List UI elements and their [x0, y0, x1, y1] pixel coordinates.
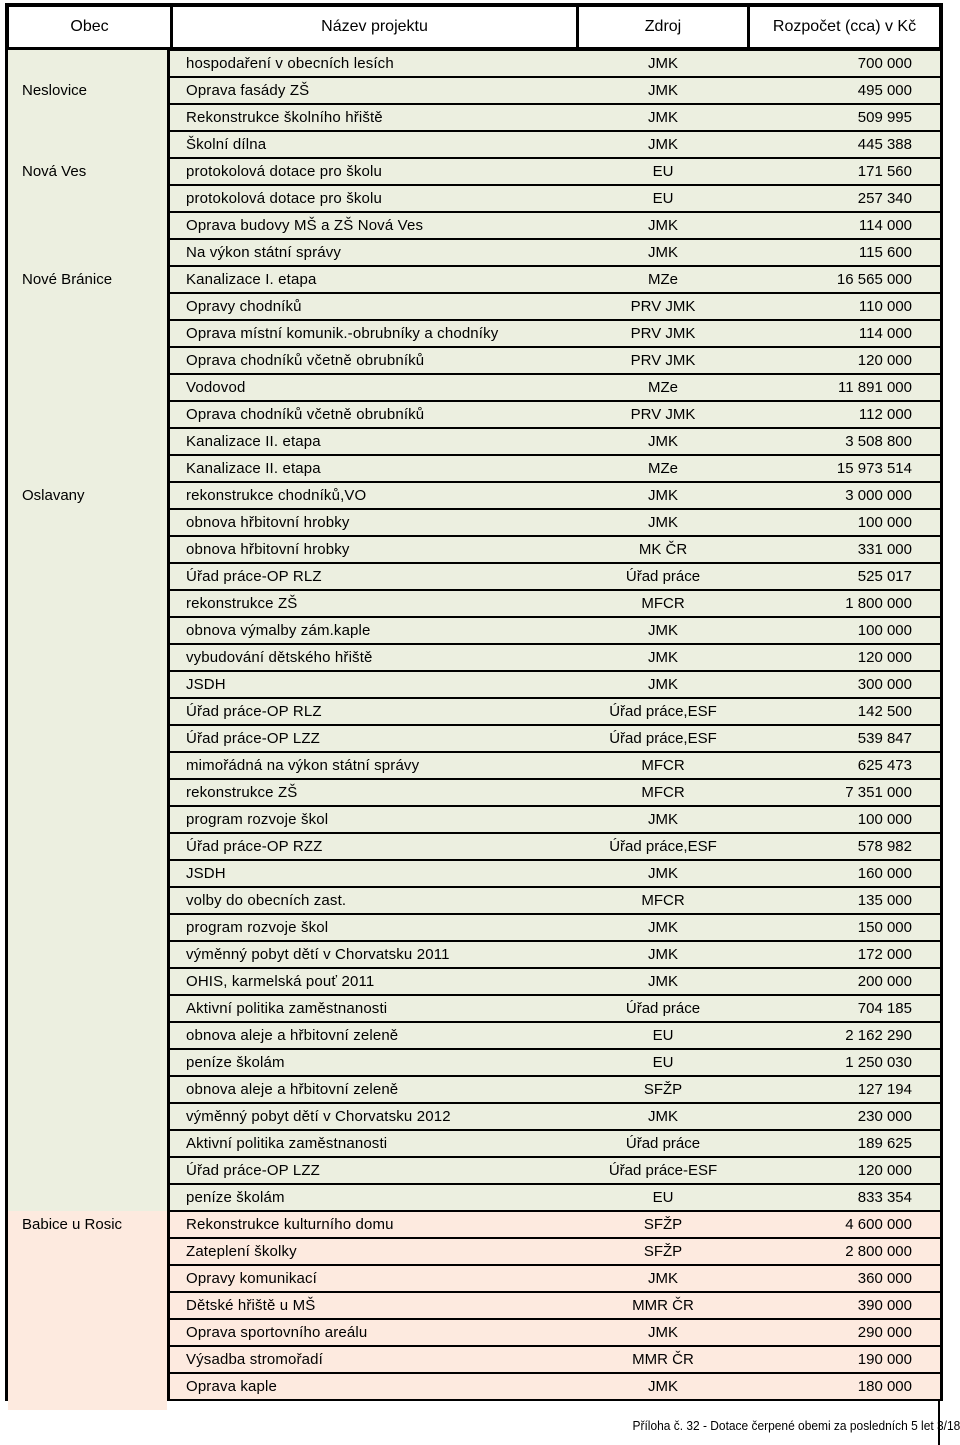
table-row: [8, 293, 940, 320]
source-cell: JMK: [578, 78, 748, 103]
budget-cell: 150 000: [748, 915, 940, 940]
table-row: [8, 563, 940, 590]
obec-cell: [8, 590, 167, 617]
project-name-cell: obnova aleje a hřbitovní zeleně: [170, 1077, 578, 1102]
obec-cell: [8, 1346, 167, 1373]
source-cell: Úřad práce: [578, 1131, 748, 1156]
obec-cell: Nová Ves: [22, 163, 87, 180]
source-cell: JMK: [578, 1266, 748, 1291]
separator-obec: [167, 50, 170, 1401]
obec-cell: [8, 1238, 167, 1265]
obec-cell: [8, 914, 167, 941]
source-cell: JMK: [578, 510, 748, 535]
table-row: [8, 1130, 940, 1157]
budget-cell: 3 508 800: [748, 429, 940, 454]
budget-cell: 172 000: [748, 942, 940, 967]
project-name-cell: program rozvoje škol: [170, 807, 578, 832]
source-cell: SFŽP: [578, 1212, 748, 1237]
budget-cell: 100 000: [748, 807, 940, 832]
source-cell: JMK: [578, 1104, 748, 1129]
obec-cell: [8, 1049, 167, 1076]
project-name-cell: obnova výmalby zám.kaple: [170, 618, 578, 643]
table-row: [8, 1103, 940, 1130]
table-row: [8, 833, 940, 860]
table-row: [8, 590, 940, 617]
project-name-cell: výměnný pobyt dětí v Chorvatsku 2012: [170, 1104, 578, 1129]
budget-cell: 495 000: [748, 78, 940, 103]
source-cell: JMK: [578, 645, 748, 670]
table-row: [8, 266, 940, 293]
source-cell: MZe: [578, 456, 748, 481]
footer-text: Příloha č. 32 - Dotace čerpené obemi za posledních 5 let 3/18: [632, 1418, 960, 1433]
budget-cell: 189 625: [748, 1131, 940, 1156]
obec-cell: [8, 1130, 167, 1157]
budget-cell: 257 340: [748, 186, 940, 211]
source-cell: SFŽP: [578, 1077, 748, 1102]
table-body: [8, 50, 940, 1401]
budget-cell: 290 000: [748, 1320, 940, 1345]
obec-cell: [8, 1373, 167, 1400]
obec-cell: [8, 239, 167, 266]
source-cell: MMR ČR: [578, 1347, 748, 1372]
budget-cell: 120 000: [748, 348, 940, 373]
obec-cell: [8, 752, 167, 779]
project-name-cell: hospodaření v obecních lesích: [170, 51, 578, 76]
table-row: [8, 50, 940, 77]
obec-cell: [8, 374, 167, 401]
budget-cell: 171 560: [748, 159, 940, 184]
source-cell: MFCR: [578, 591, 748, 616]
project-name-cell: Školní dílna: [170, 132, 578, 157]
obec-cell: [8, 671, 167, 698]
project-name-cell: Aktivní politika zaměstnanosti: [170, 1131, 578, 1156]
project-name-cell: program rozvoje škol: [170, 915, 578, 940]
obec-cell: [8, 293, 167, 320]
table-row: [8, 968, 940, 995]
project-name-cell: Úřad práce-OP RZZ: [170, 834, 578, 859]
table-row: [8, 995, 940, 1022]
obec-cell: [8, 779, 167, 806]
source-cell: JMK: [578, 483, 748, 508]
obec-cell: [8, 104, 167, 131]
source-cell: JMK: [578, 969, 748, 994]
budget-cell: 114 000: [748, 321, 940, 346]
obec-cell: Babice u Rosic: [22, 1216, 123, 1233]
obec-cell: [8, 860, 167, 887]
obec-cell: [8, 212, 167, 239]
table-row: [8, 77, 940, 104]
page-footer: [560, 1418, 960, 1433]
source-cell: JMK: [578, 861, 748, 886]
table-row: [8, 1292, 940, 1319]
budget-cell: 11 891 000: [748, 375, 940, 400]
project-name-cell: peníze školám: [170, 1050, 578, 1075]
budget-cell: 100 000: [748, 510, 940, 535]
budget-cell: 160 000: [748, 861, 940, 886]
table-row: [8, 644, 940, 671]
project-name-cell: Výsadba stromořadí: [170, 1347, 578, 1372]
budget-cell: 200 000: [748, 969, 940, 994]
source-cell: PRV JMK: [578, 321, 748, 346]
obec-cell: [8, 509, 167, 536]
project-name-cell: Oprava budovy MŠ a ZŠ Nová Ves: [170, 213, 578, 238]
table-row: [8, 1211, 940, 1238]
source-cell: MMR ČR: [578, 1293, 748, 1318]
budget-cell: 142 500: [748, 699, 940, 724]
obec-cell: [8, 644, 167, 671]
budget-cell: 300 000: [748, 672, 940, 697]
header-rozpocet: Rozpočet (cca) v Kč: [750, 7, 939, 47]
table-row: [8, 1076, 940, 1103]
obec-cell: [8, 347, 167, 374]
table-row: [8, 185, 940, 212]
table-row: [8, 455, 940, 482]
table-row: [8, 1184, 940, 1211]
obec-cell: [8, 563, 167, 590]
obec-cell: Oslavany: [22, 487, 85, 504]
source-cell: EU: [578, 1185, 748, 1210]
budget-cell: 509 995: [748, 105, 940, 130]
source-cell: Úřad práce,ESF: [578, 726, 748, 751]
table-row: [8, 860, 940, 887]
budget-cell: 115 600: [748, 240, 940, 265]
project-name-cell: JSDH: [170, 672, 578, 697]
budget-cell: 3 000 000: [748, 483, 940, 508]
source-cell: JMK: [578, 105, 748, 130]
obec-cell: [8, 536, 167, 563]
source-cell: JMK: [578, 1320, 748, 1345]
obec-cell: [8, 1103, 167, 1130]
table-row: [8, 1319, 940, 1346]
project-name-cell: vybudování dětského hřiště: [170, 645, 578, 670]
table-row: [8, 1157, 940, 1184]
project-name-cell: rekonstrukce chodníků,VO: [170, 483, 578, 508]
obec-cell: Neslovice: [22, 82, 88, 99]
project-name-cell: Úřad práce-OP RLZ: [170, 699, 578, 724]
budget-cell: 625 473: [748, 753, 940, 778]
obec-cell: [8, 50, 167, 77]
project-name-cell: Opravy chodníků: [170, 294, 578, 319]
table-row: [8, 779, 940, 806]
source-cell: PRV JMK: [578, 294, 748, 319]
budget-cell: 15 973 514: [748, 456, 940, 481]
budget-cell: 360 000: [748, 1266, 940, 1291]
source-cell: JMK: [578, 429, 748, 454]
projects-table: [5, 3, 943, 1401]
obec-cell: [8, 320, 167, 347]
obec-cell: [8, 401, 167, 428]
budget-cell: 578 982: [748, 834, 940, 859]
table-row: [8, 347, 940, 374]
source-cell: PRV JMK: [578, 402, 748, 427]
obec-cell: [8, 995, 167, 1022]
budget-cell: 704 185: [748, 996, 940, 1021]
project-name-cell: JSDH: [170, 861, 578, 886]
project-name-cell: Oprava chodníků včetně obrubníků: [170, 348, 578, 373]
budget-cell: 539 847: [748, 726, 940, 751]
table-row: [8, 725, 940, 752]
budget-cell: 445 388: [748, 132, 940, 157]
budget-cell: 120 000: [748, 1158, 940, 1183]
source-cell: JMK: [578, 618, 748, 643]
source-cell: EU: [578, 186, 748, 211]
table-row: [8, 536, 940, 563]
obec-cell: [8, 1292, 167, 1319]
source-cell: MFCR: [578, 780, 748, 805]
source-cell: Úřad práce-ESF: [578, 1158, 748, 1183]
table-row: [8, 941, 940, 968]
table-row: [8, 320, 940, 347]
source-cell: Úřad práce,ESF: [578, 699, 748, 724]
budget-cell: 7 351 000: [748, 780, 940, 805]
table-row: [8, 1346, 940, 1373]
obec-cell: [8, 1184, 167, 1211]
project-name-cell: Rekonstrukce školního hřiště: [170, 105, 578, 130]
table-row: [8, 104, 940, 131]
project-name-cell: mimořádná na výkon státní správy: [170, 753, 578, 778]
table-row: [8, 131, 940, 158]
obec-cell: [8, 185, 167, 212]
project-name-cell: Zateplení školky: [170, 1239, 578, 1264]
header-obec: Obec: [9, 7, 170, 47]
budget-cell: 390 000: [748, 1293, 940, 1318]
source-cell: Úřad práce,ESF: [578, 834, 748, 859]
source-cell: EU: [578, 159, 748, 184]
project-name-cell: protokolová dotace pro školu: [170, 186, 578, 211]
obec-cell: [8, 1319, 167, 1346]
obec-cell: [8, 1076, 167, 1103]
table-row: [8, 887, 940, 914]
table-row: [8, 806, 940, 833]
project-name-cell: Kanalizace I. etapa: [170, 267, 578, 292]
obec-cell: [8, 1265, 167, 1292]
obec-cell: [8, 131, 167, 158]
source-cell: PRV JMK: [578, 348, 748, 373]
project-name-cell: Oprava kaple: [170, 1374, 578, 1399]
budget-cell: 180 000: [748, 1374, 940, 1399]
table-row: [8, 482, 940, 509]
budget-cell: 120 000: [748, 645, 940, 670]
table-row: [8, 1238, 940, 1265]
table-row: [8, 509, 940, 536]
source-cell: Úřad práce: [578, 996, 748, 1021]
project-name-cell: Oprava chodníků včetně obrubníků: [170, 402, 578, 427]
project-name-cell: Oprava fasády ZŠ: [170, 78, 578, 103]
obec-cell: [8, 1157, 167, 1184]
source-cell: Úřad práce: [578, 564, 748, 589]
project-name-cell: peníze školám: [170, 1185, 578, 1210]
obec-cell: [8, 887, 167, 914]
project-name-cell: Rekonstrukce kulturního domu: [170, 1212, 578, 1237]
project-name-cell: protokolová dotace pro školu: [170, 159, 578, 184]
source-cell: JMK: [578, 942, 748, 967]
budget-cell: 4 600 000: [748, 1212, 940, 1237]
table-row: [8, 1049, 940, 1076]
budget-cell: 230 000: [748, 1104, 940, 1129]
project-name-cell: Úřad práce-OP LZZ: [170, 726, 578, 751]
table-row: [8, 914, 940, 941]
project-name-cell: OHIS, karmelská pouť 2011: [170, 969, 578, 994]
budget-cell: 331 000: [748, 537, 940, 562]
source-cell: MFCR: [578, 888, 748, 913]
budget-cell: 114 000: [748, 213, 940, 238]
source-cell: SFŽP: [578, 1239, 748, 1264]
budget-cell: 127 194: [748, 1077, 940, 1102]
table-row: [8, 239, 940, 266]
source-cell: MZe: [578, 267, 748, 292]
source-cell: JMK: [578, 1374, 748, 1399]
header-zdroj: Zdroj: [579, 7, 747, 47]
obec-cell: [8, 428, 167, 455]
table-row: [8, 374, 940, 401]
obec-cell: [8, 455, 167, 482]
source-cell: MK ČR: [578, 537, 748, 562]
table-row: [8, 752, 940, 779]
source-cell: JMK: [578, 672, 748, 697]
table-header: [5, 3, 943, 48]
project-name-cell: obnova hřbitovní hrobky: [170, 510, 578, 535]
table-row: [8, 1022, 940, 1049]
project-name-cell: obnova aleje a hřbitovní zeleně: [170, 1023, 578, 1048]
project-name-cell: rekonstrukce ZŠ: [170, 780, 578, 805]
header-nazev-projektu: Název projektu: [173, 7, 576, 47]
budget-cell: 110 000: [748, 294, 940, 319]
source-cell: JMK: [578, 51, 748, 76]
project-name-cell: Úřad práce-OP LZZ: [170, 1158, 578, 1183]
budget-cell: 833 354: [748, 1185, 940, 1210]
source-cell: EU: [578, 1050, 748, 1075]
source-cell: JMK: [578, 240, 748, 265]
project-name-cell: volby do obecních zast.: [170, 888, 578, 913]
obec-cell: [8, 968, 167, 995]
budget-cell: 2 162 290: [748, 1023, 940, 1048]
project-name-cell: Na výkon státní správy: [170, 240, 578, 265]
obec-cell: [8, 833, 167, 860]
project-name-cell: Úřad práce-OP RLZ: [170, 564, 578, 589]
table-row: [8, 158, 940, 185]
budget-cell: 2 800 000: [748, 1239, 940, 1264]
project-name-cell: Vodovod: [170, 375, 578, 400]
source-cell: JMK: [578, 132, 748, 157]
table-row: [8, 212, 940, 239]
project-name-cell: Aktivní politika zaměstnanosti: [170, 996, 578, 1021]
table-row: [8, 1265, 940, 1292]
budget-cell: 700 000: [748, 51, 940, 76]
project-name-cell: Kanalizace II. etapa: [170, 456, 578, 481]
obec-cell: [8, 698, 167, 725]
project-name-cell: výměnný pobyt dětí v Chorvatsku 2011: [170, 942, 578, 967]
obec-cell: [8, 941, 167, 968]
source-cell: JMK: [578, 915, 748, 940]
project-name-cell: Oprava sportovního areálu: [170, 1320, 578, 1345]
budget-cell: 100 000: [748, 618, 940, 643]
table-row: [8, 1373, 940, 1400]
budget-cell: 16 565 000: [748, 267, 940, 292]
budget-cell: 525 017: [748, 564, 940, 589]
source-cell: JMK: [578, 213, 748, 238]
project-name-cell: rekonstrukce ZŠ: [170, 591, 578, 616]
obec-cell: [8, 617, 167, 644]
budget-cell: 112 000: [748, 402, 940, 427]
project-name-cell: Dětské hřiště u MŠ: [170, 1293, 578, 1318]
table-row: [8, 401, 940, 428]
source-cell: MZe: [578, 375, 748, 400]
budget-cell: 1 800 000: [748, 591, 940, 616]
obec-cell: [8, 725, 167, 752]
source-cell: EU: [578, 1023, 748, 1048]
table-row: [8, 671, 940, 698]
table-row: [8, 428, 940, 455]
source-cell: JMK: [578, 807, 748, 832]
project-name-cell: Oprava místní komunik.-obrubníky a chodníky: [170, 321, 578, 346]
obec-cell: [8, 806, 167, 833]
budget-cell: 190 000: [748, 1347, 940, 1372]
project-name-cell: obnova hřbitovní hrobky: [170, 537, 578, 562]
obec-cell: [8, 1022, 167, 1049]
project-name-cell: Kanalizace II. etapa: [170, 429, 578, 454]
project-name-cell: Opravy komunikací: [170, 1266, 578, 1291]
budget-cell: 135 000: [748, 888, 940, 913]
table-row: [8, 698, 940, 725]
source-cell: MFCR: [578, 753, 748, 778]
budget-cell: 1 250 030: [748, 1050, 940, 1075]
obec-cell: Nové Bránice: [22, 271, 113, 288]
table-row: [8, 617, 940, 644]
